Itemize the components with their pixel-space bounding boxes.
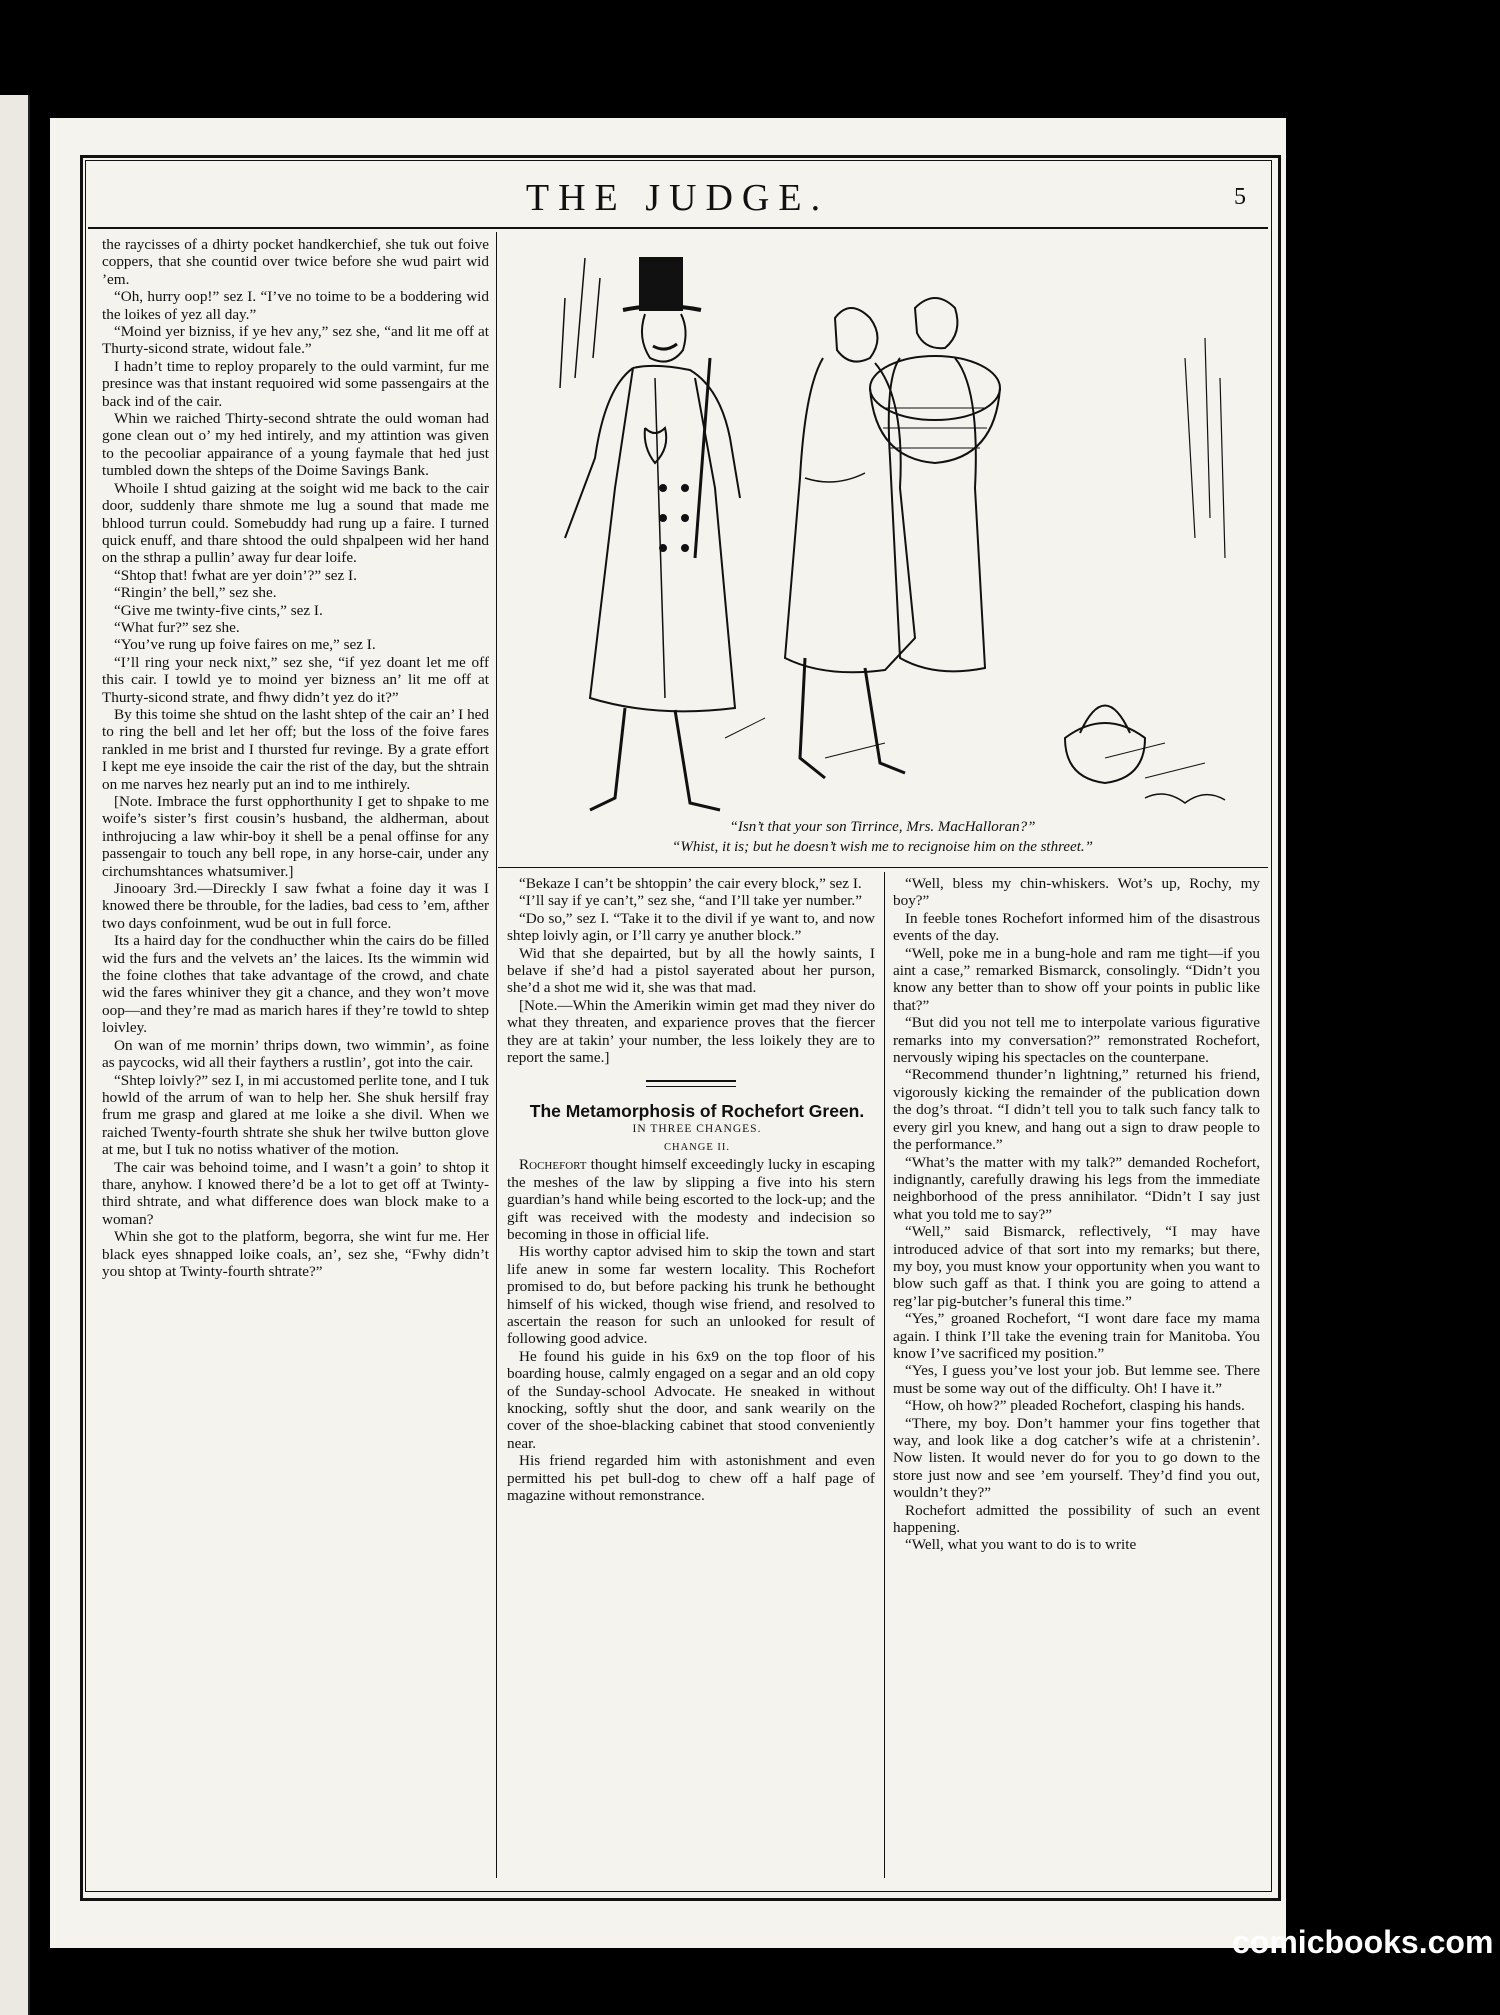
caption-line-2: “Whist, it is; but he doesn’t wish me to recignoise him on the sthreet.” — [672, 839, 1093, 855]
page-number: 5 — [1234, 184, 1246, 210]
paragraph: In feeble tones Rochefort informed him of the disastrous events of the day. — [893, 909, 1260, 945]
illustration-caption — [505, 817, 1260, 857]
paragraph: [Note. Imbrace the furst opphorthunity I get to shpake to me woife’s sister’s first cousin’s husband, the aldherman, about inthrojucing a law whir-boy it shell be a penal offinse for any passengair to touch any bell rope, in any horse-cair, under any circhumshtances whatsumiver.] — [102, 793, 489, 880]
article-title: The Metamorphosis of Rochefort Green. — [529, 1101, 865, 1122]
paragraph: Wid that she depairted, but by all the howly saints, I belave if she’d had a pistol sayerated about her purson, she’d a shot me wid it, she was that mad. — [507, 944, 875, 997]
paragraph: “Well, what you want to do is to write — [905, 1536, 1137, 1554]
paragraph: “But did you not tell me to interpolate various figurative remarks into my conversation?” remonstrated Rochefort, nervously wiping his spectacles on the counterpane. — [893, 1014, 1260, 1067]
paragraph: “Shtep loivly?” sez I, in mi accustomed perlite tone, and I tuk howld of the arrum of wan to help her. She shuk hersilf fray frum me grasp and glared at me loike a she divil. When we raiched Twenty-fourth shtrate she shuk her twilve button glove at me, but I tuk no notiss whativer of the motion. — [102, 1071, 489, 1159]
paragraph: “What fur?” sez she. — [114, 618, 240, 636]
previous-page-edge — [0, 95, 30, 2015]
caption-line-1: “Isn’t that your son Tirrince, Mrs. MacHalloran?” — [729, 819, 1036, 835]
paragraph: His friend regarded him with astonishment and even permitted his pet bull-dog to chew off a half page of magazine without remonstrance. — [507, 1452, 875, 1504]
paragraph: “Ringin’ the bell,” sez she. — [114, 584, 277, 602]
paragraph: He found his guide in his 6x9 on the top floor of his boarding house, calmly engaged on a segar and an old copy of the Sunday-school Advocate. He sneaked in without knocking, softly shut the door, and sank wearily on the cover of the shoe-blacking cabinet that stood conveniently near. — [507, 1347, 875, 1452]
paragraph: “Bekaze I can’t be shtoppin’ the cair every block,” sez I. — [519, 875, 862, 892]
paragraph: “Moind yer bizniss, if ye hev any,” sez she, “and lit me off at Thurty-sicond strate, widout fale.” — [102, 323, 489, 358]
paragraph: Jinooary 3rd.—Direckly I saw fwhat a foine day it was I knowed there be throuble, for the ladies, bad cess to ’em, afther two days confoinment, wud be out in full force. — [102, 880, 489, 932]
cartoon-drawing — [505, 238, 1260, 828]
paragraph: “Give me twinty-five cints,” sez I. — [114, 601, 323, 619]
paragraph: “Well,” said Bismarck, reflectively, “I may have introduced advice of that sort into my remarks; but there, my boy, you must know your opportunity when you want to blow such gaff as that. I think you are going to attend a reg’lar pig-butcher’s funeral this time.” — [893, 1223, 1260, 1310]
paragraph: the raycisses of a dhirty pocket handkerchief, she tuk out foive coppers, that she countid over twice before she wud pairt wid ’em. — [102, 236, 489, 288]
paragraph: “How, oh how?” pleaded Rochefort, clasping his hands. — [905, 1397, 1245, 1415]
column-2 — [507, 875, 875, 1504]
paragraph: “Oh, hurry oop!” sez I. “I’ve no toime to be a boddering wid the loikes of yez all day.” — [102, 288, 489, 323]
paragraph: Its a haird day for the condhucther whin the cairs do be filled wid the furs and the velvets an’ the laices. Its the wimmin wid the foine clothes that take advantage of the crowd, and chate wid the fares whiniver they git a chance, and they won’t move oop—and they’re mad as marich hares if they’re towld to shtep loivley. — [102, 932, 489, 1037]
paragraph: Rochefort admitted the possibility of such an event happening. — [893, 1501, 1260, 1537]
paragraph: On wan of me mornin’ thrips down, two wimmin’, as foine as paycocks, wid all their faythers a rustlin’, got into the cair. — [102, 1036, 489, 1072]
column-3 — [893, 875, 1260, 1554]
paragraph: His worthy captor advised him to skip the town and start life anew in some far western locality. This Rochefort promised to do, but before packing his trunk he bethought himself of his wicked, though wise friend, and resolved to ascertain the reason for such an unlooked for result of following good advice. — [507, 1243, 875, 1348]
paragraph: By this toime she shtud on the lasht shtep of the cair an’ I hed to ring the bell and let her off; but the loss of the foive fares rankled in me brist and I thursted fur revinge. By a grate effort I kept me eye insoide the cair the rist of the day, but the shtrain on me narves hez nearly put an ind to me inthirely. — [102, 705, 489, 793]
paragraph: “I’ll say if ye can’t,” sez she, “and I’ll take yer number.” — [519, 892, 862, 910]
article-subtitle: IN THREE CHANGES. — [632, 1123, 762, 1136]
paragraph: [Note.—Whin the Amerikin wimin get mad they niver do what they threaten, and exparience proves that the fiercer they are at takin’ your number, the less loikely they are to report the same.] — [507, 996, 875, 1067]
change-heading: CHANGE II. — [664, 1141, 730, 1153]
paragraph: “I’ll ring your neck nixt,” sez she, “if yez doant let me off this cair. I towld ye to moind yer bizness an’ lit me off at Thurty-sicond strate, and fhwy didn’t yez do it?” — [102, 653, 489, 706]
illustration-bottom-rule — [498, 867, 1268, 868]
paragraph: “Recommend thunder’n lightning,” returned his friend, vigorously kicking the remainder of the publication down the dog’s throat. “I didn’t tell you to talk such fancy talk to every girl you knew, and hang out a sign to draw people to the performance.” — [893, 1066, 1260, 1154]
cartoon-illustration — [505, 238, 1260, 828]
column-divider-2 — [884, 872, 885, 1878]
paragraph: “Do so,” sez I. “Take it to the divil if ye want to, and now shtep loivly agin, or I’ll carry ye anuther block.” — [507, 909, 875, 945]
paragraph: “Well, bless my chin-whiskers. Wot’s up, Rochy, my boy?” — [893, 875, 1260, 910]
paragraph: Whoile I shtud gaizing at the soight wid me back to the cair door, suddenly thare shmote me lug a sound that made me bhlood turrun could. Somebuddy had rung up a faire. I turned quick enuff, and thare shtood the ould shpalpeen wid her hand on the sthrap a pullin’ away fur dear loife. — [102, 479, 489, 567]
paragraph: “Shtop that! fwhat are yer doin’?” sez I. — [114, 566, 357, 584]
masthead-rule — [88, 227, 1268, 229]
paragraph: Whin she got to the platform, begorra, she wint fur me. Her black eyes shnapped loike coals, an’, sez she, “Fwhy didn’t you shtop at Twinty-fourth shtrate?” — [102, 1228, 489, 1280]
lead-name: Rochefort — [519, 1156, 587, 1174]
paragraph: “Well, poke me in a bung-hole and ram me tight—if you aint a case,” remarked Bismarck, consolingly. “Didn’t you know any better than to show off your points in public like that?” — [893, 944, 1260, 1014]
paragraph: “There, my boy. Don’t hammer your fins together that way, and look like a dog catcher’s wife at a christenin’. Now listen. It would never do for you to go down to the store just now and see ’em yourself. They’d find you out, wouldn’t they?” — [893, 1414, 1260, 1502]
column-1 — [102, 236, 489, 1280]
paragraph: “Yes, I guess you’ve lost your job. But lemme see. There must be some way out of the difficulty. Oh! I have it.” — [893, 1362, 1260, 1397]
paragraph: “You’ve rung up foive faires on me,” sez I. — [114, 636, 376, 654]
paragraph: The cair was behoind toime, and I wasn’t a goin’ to shtop it thare, anyhow. I knowed there’d be a lot to get off at Twinty-third shtrate, and what difference does wan block make to a woman? — [102, 1158, 489, 1228]
paragraph: “What’s the matter with my talk?” demanded Rochefort, indignantly, carefully drawing his legs from the immediate neighborhood of the press annihilator. “Didn’t I say just what you told me to say?” — [893, 1153, 1260, 1223]
paragraph: Whin we raiched Thirty-second shtrate the ould woman had gone clean out o’ my hed intirely, and my attintion was given to the pecooliar appairance of a young faymale that hed just tumbled down the shteps of the Doime Savings Bank. — [102, 410, 489, 480]
lead-text: thought himself exceedingly lucky in escaping the meshes of the law by slipping a five into his stern guardian’s hand while being escorted to the lock-up; and the gift was received with the modesty and indecision so becoming in those in official life. — [507, 1156, 875, 1243]
column-divider-1 — [496, 232, 497, 1878]
masthead-title: THE JUDGE. — [525, 177, 830, 219]
paragraph: “Yes,” groaned Rochefort, “I wont dare face my mama again. I think I’ll take the evening train for Manitoba. You know I’ve sacrificed my position.” — [893, 1310, 1260, 1362]
site-watermark: comicbooks.com — [1232, 1924, 1494, 1960]
paragraph: I hadn’t time to reploy proparely to the ould varmint, fur me presince was that instant requoired wid some passengairs at the back ind of the cair. — [102, 357, 489, 410]
section-rule — [646, 1080, 736, 1087]
article-lead-paragraph — [507, 1156, 875, 1243]
